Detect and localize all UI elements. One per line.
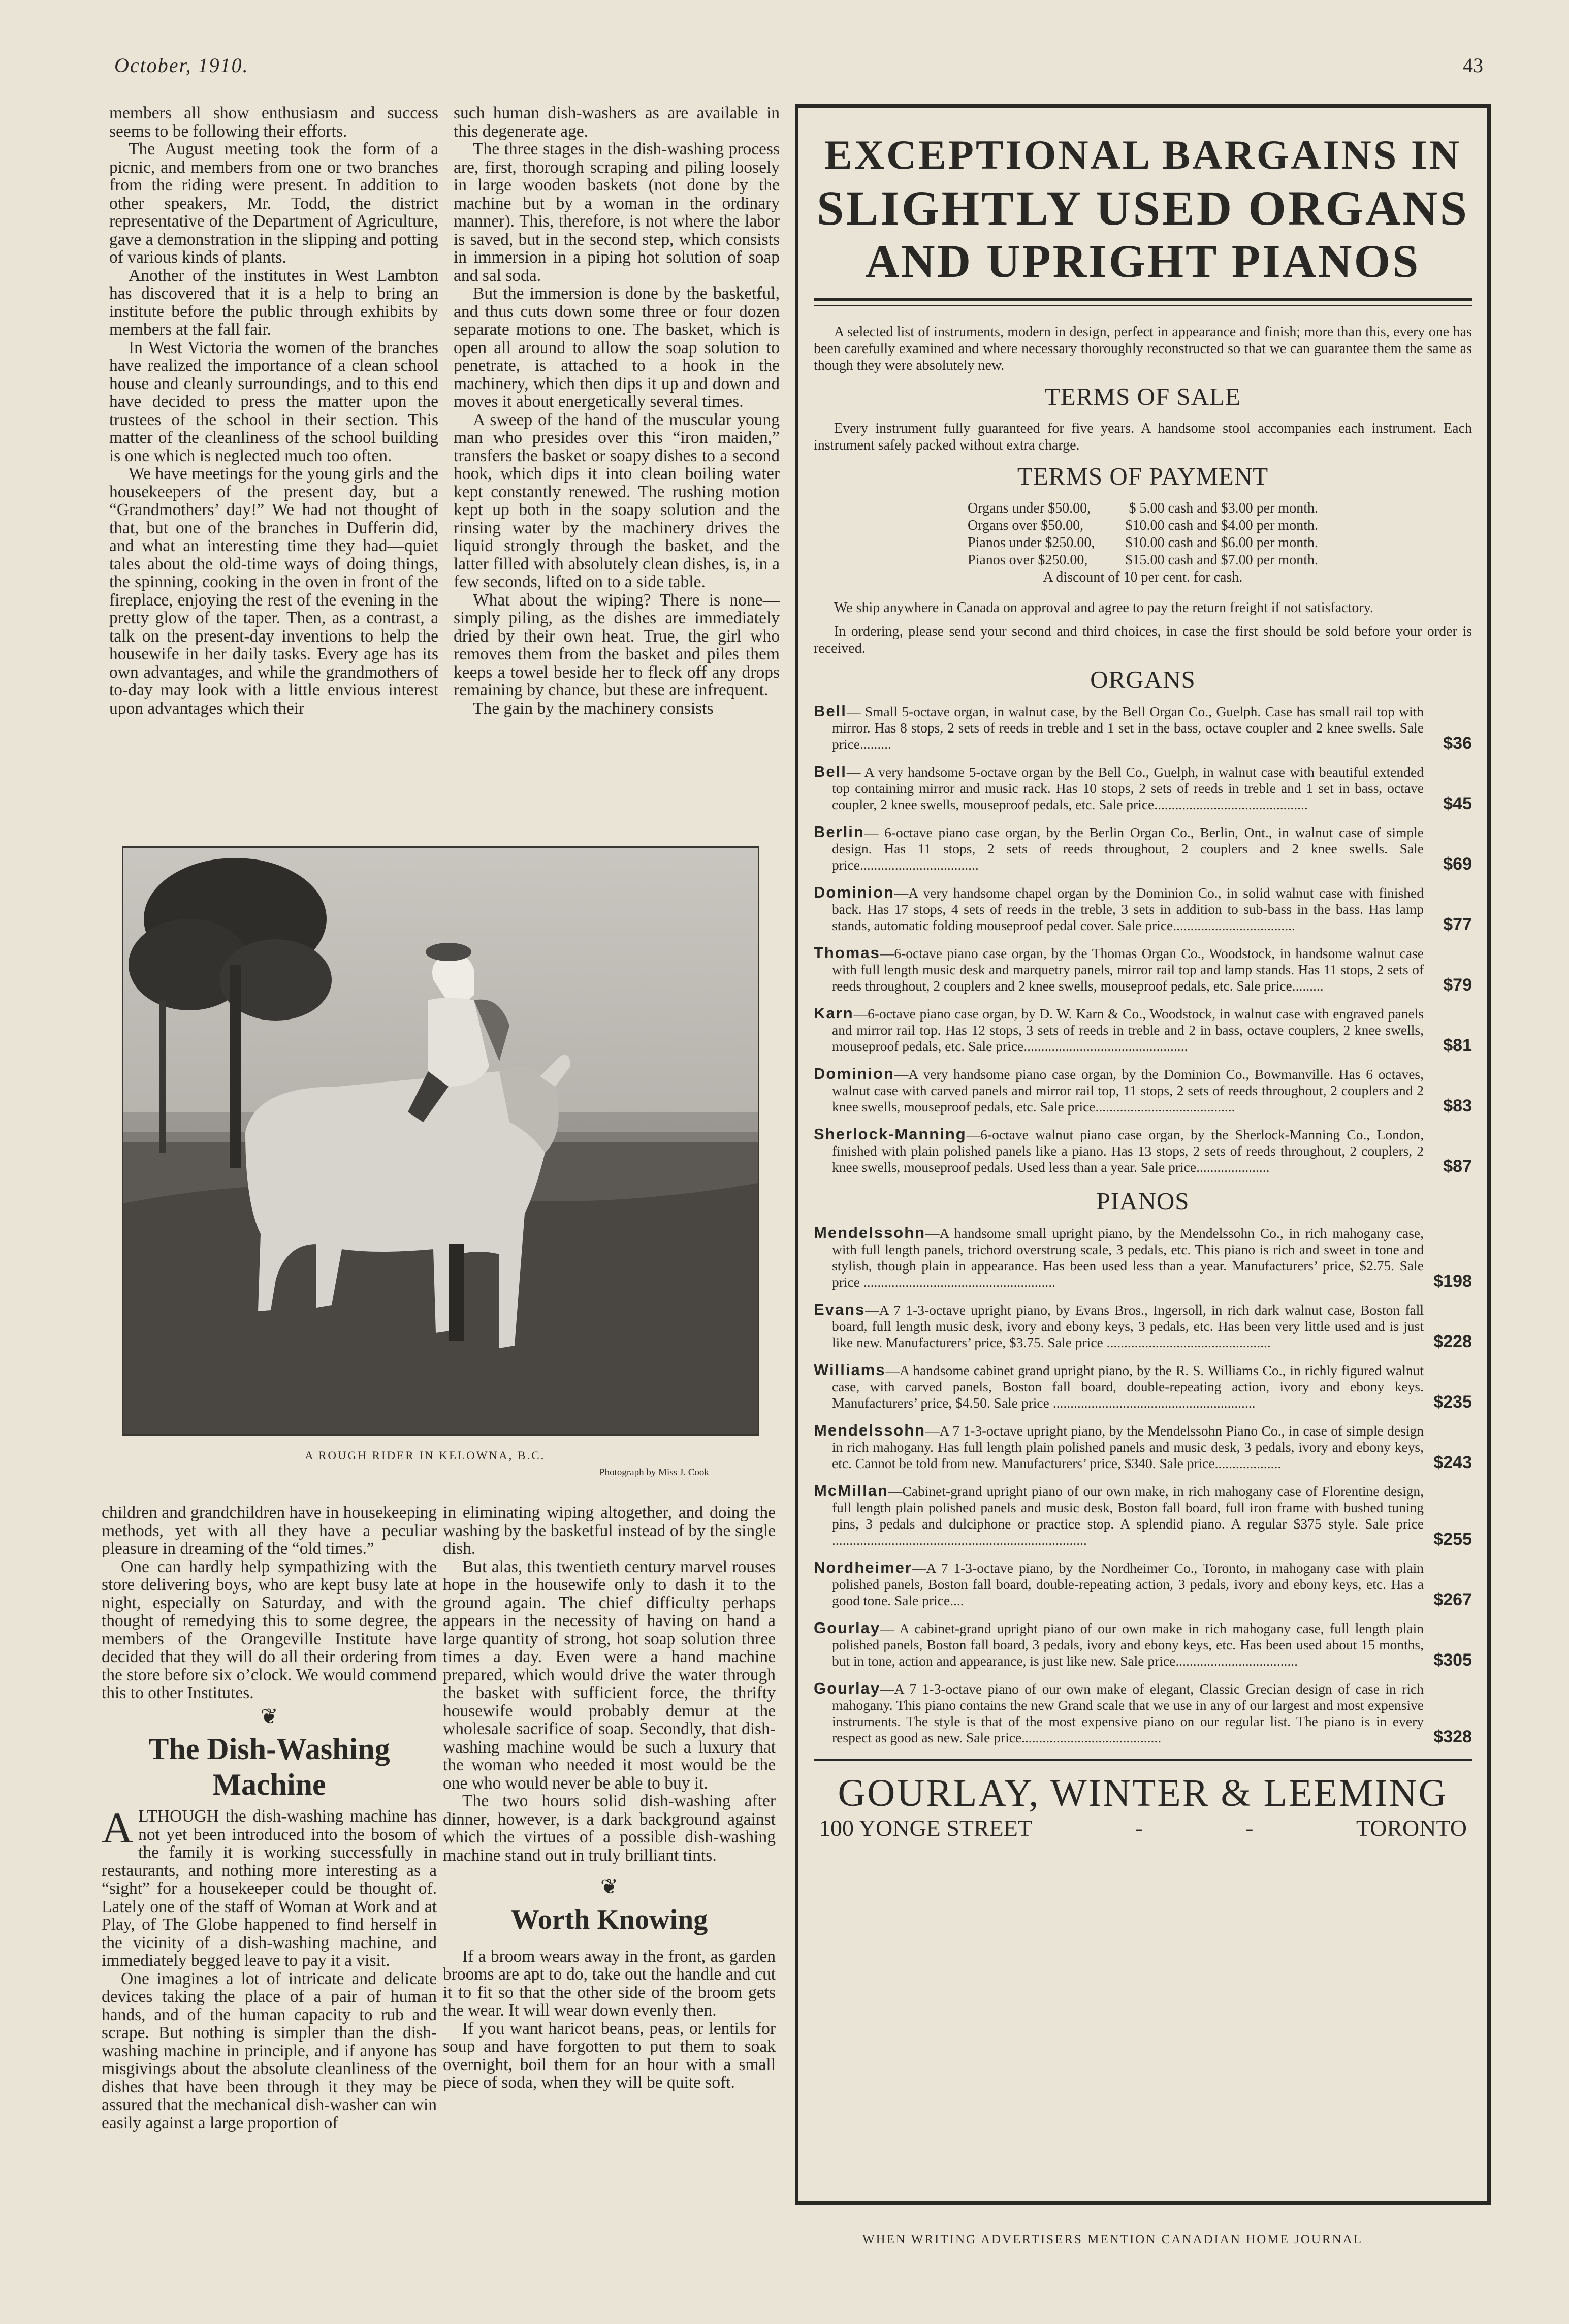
price: $77	[1443, 915, 1472, 934]
leaf-ornament-icon: ❦	[600, 1875, 619, 1899]
address-dash: -	[1135, 1815, 1143, 1841]
list-item: Thomas—6-octave piano case organ, by the Thomas Organ Co., Woodstock, in handsome walnut case with full length music desk and marquetry panels, mirror rail top and lamp stands. Has 11 stops, 2 sets of reeds throughout, 2 couplers and 2 knee swells, mouseproof pedals, etc. Sale price......... $79	[814, 944, 1472, 995]
price: $83	[1443, 1096, 1472, 1116]
list-item: Gourlay— A cabinet-grand upright piano of our own make in rich mahogany case, full length plain polished panels, Boston fall board, 3 pedals, ivory and ebony keys, etc. Has been used about 15 months, but in tone, action and appearance, is just like new. Sale price................................... $305	[814, 1619, 1472, 1670]
list-item: Nordheimer—A 7 1-3-octave piano, by the Nordheimer Co., Toronto, in mahogany case with plain polished panels, Boston fall board, double-repeating action, 3 pedals, ivory and ebony keys, etc. Has a good tone. Sale price.... $267	[814, 1558, 1472, 1609]
firm-name: GOURLAY, WINTER & LEEMING	[838, 1772, 1448, 1814]
payment-terms-list	[968, 500, 1318, 586]
paragraph: If a broom wears away in the front, as garden brooms are apt to do, take out the handle and cut it to fit so that the other side of the broom gets the wear. It will wear down evenly then.	[443, 1947, 776, 2020]
paragraph: children and grandchildren have in housekeeping methods, yet with all they have a peculiar pleasure in dreaming of the “old times.”	[102, 1503, 437, 1558]
ordering-note: In ordering, please send your second and third choices, in case the first should be sold before your order is received.	[814, 624, 1472, 656]
section-title-worth-knowing: Worth Knowing	[510, 1903, 708, 1935]
list-item: Bell— A very handsome 5-octave organ by the Bell Co., Guelph, in walnut case with beautiful extended top containing mirror and music rack. Has 10 stops, 2 sets of reeds in treble and 1 set in bass, octave coupler, 2 knee swells, mouseproof pedals, etc. Sale price............................................ $45	[814, 762, 1472, 813]
price: $69	[1443, 854, 1472, 874]
price: $79	[1443, 975, 1472, 995]
list-item: Williams—A handsome cabinet grand upright piano, by the R. S. Williams Co., in richly figured walnut case, with carved panels, Boston fall board, double-repeating action, ivory and ebony keys. Manufacturers’ price, $4.50. Sale price .......................................................... $235	[814, 1361, 1472, 1412]
paragraph: The August meeting took the form of a picnic, and members from one or two branches from the riding were present. In addition to other speakers, Mr. Todd, the district representative of the Department of Agriculture, gave a demonstration in the slipping and potting of various kinds of plants.	[109, 140, 438, 267]
paragraph: One can hardly help sympathizing with the store delivering boys, who are kept busy late at night, especially on Saturday, and with the thought of remedying this to some degree, the members of the Orangeville Institute have decided that they will do all their ordering from the store before six o’clock. We would commend this to other Institutes.	[102, 1557, 437, 1702]
price: $228	[1433, 1332, 1472, 1351]
paragraph: If you want haricot beans, peas, or lentils for soup and have forgotten to put them to soak overnight, boil them for an hour with a small piece of soda, when they will be quite soft.	[443, 2019, 776, 2092]
paragraph: The three stages in the dish-washing process are, first, thorough scraping and piling loosely in large wooden baskets (not done by the machine but by a woman in the ordinary manner). This, therefore, is not where the labor is saved, but in the second step, which consists in immersion in a piping hot solution of soap and sal soda.	[454, 140, 780, 285]
photograph-rough-rider	[122, 846, 759, 1436]
address-dash: -	[1245, 1815, 1254, 1841]
price: $255	[1433, 1530, 1472, 1549]
price: $45	[1443, 794, 1472, 813]
shipping-note: We ship anywhere in Canada on approval and agree to pay the return freight if not satisfactory.	[834, 600, 1373, 616]
ad-headline-line-1: EXCEPTIONAL BARGAINS IN	[824, 132, 1461, 178]
organ-list	[814, 703, 1472, 1175]
paragraph: members all show enthusiasm and success seems to be following their efforts.	[109, 104, 438, 141]
payment-line: Organs under $50.00, $ 5.00 cash and $3.00 per month.	[968, 500, 1318, 516]
article-column-3	[102, 1504, 437, 2132]
payment-line: Organs over $50.00, $10.00 cash and $4.00 per month.	[968, 518, 1318, 533]
pianos-heading: PIANOS	[1096, 1187, 1190, 1215]
paragraph: A sweep of the hand of the muscular young man who presides over this “iron maiden,” transfers the basket or soapy dishes to a second hook, which dips it into clean boiling water kept constantly renewed. The rushing motion kept up both in the soapy solution and the rinsing water by the machinery drives the liquid strongly through the basket, and the latter filled with absolutely clean dishes, is, in a few seconds, lifted on to a side table.	[454, 410, 780, 591]
paragraph: But the immersion is done by the basketful, and thus cuts down some three or four dozen separate motions to one. The basket, which is open all around to allow the soap solution to penetrate, is attached to a hook in the machinery, which then dips it up and down and moves it about energetically several times.	[454, 284, 780, 411]
list-item: Evans—A 7 1-3-octave upright piano, by Evans Bros., Ingersoll, in rich dark walnut case, Boston fall board, full length music desk, ivory and ebony keys, 3 pedals, etc. Has been very little used and is just like new. Manufacturers’ price, $3.75. Sale price ............................................... $228	[814, 1300, 1472, 1351]
payment-line: Pianos under $250.00, $10.00 cash and $6.00 per month.	[968, 535, 1318, 551]
piano-list	[814, 1225, 1472, 1746]
terms-of-sale-text: Every instrument fully guaranteed for five years. A handsome stool accompanies each instrument. Each instrument safely packed without extra charge.	[814, 421, 1472, 453]
article-column-1	[109, 104, 438, 717]
paragraph-lead: ALTHOUGH the dish-washing machine has not yet been introduced into the bosom of the family it is working successfully in restaurants, and nothing more interesting as a “sight” for a housekeeper could be thought of. Lately one of the staff of Woman at Work and at Play, of The Globe happened to find herself in the vicinity of a dish-washing machine, and immediately begged leave to pay it a visit.	[102, 1803, 437, 1970]
price: $243	[1433, 1453, 1472, 1472]
price: $87	[1443, 1157, 1472, 1176]
paragraph: One imagines a lot of intricate and delicate devices taking the place of a pair of human hands, and of the human capacity to rub and scrape. But nothing is simpler than the dish-washing machine in principle, and if anyone has misgivings about the absolute cleanliness of the dishes that have been through it they may be assured that the mechanical dish-washer can win easily against a large proportion of	[102, 1969, 437, 2132]
street-address: 100 YONGE STREET	[819, 1815, 1032, 1841]
price: $305	[1433, 1650, 1472, 1670]
paragraph: in eliminating wiping altogether, and doing the washing by the basketful instead of by the single dish.	[443, 1503, 776, 1558]
photo-credit: Photograph by Miss J. Cook	[599, 1467, 709, 1478]
article-column-4	[443, 1504, 776, 2092]
paragraph: The two hours solid dish-washing after dinner, however, is a dark background against which the virtues of a possible dish-washing machine stand out in truly brilliant tints.	[443, 1792, 776, 1865]
paragraph: Another of the institutes in West Lambton has discovered that it is a help to bring an institute before the public through exhibits by members at the fall fair.	[109, 266, 438, 339]
list-item: Karn—6-octave piano case organ, by D. W. Karn & Co., Woodstock, in walnut case with engraved panels and mirror rail top. Has 12 stops, 3 sets of reeds in treble and 2 in bass, octave couplers, 2 knee swells, mouseproof pedals, etc. Sale price............................................... $81	[814, 1004, 1472, 1055]
paragraph: What about the wiping? There is none—simply piling, as the dishes are immediately dried by their own heat. True, the girl who removes them from the basket and piles them keeps a towel beside her to fleck off any drops remaining by chance, but these are infrequent.	[454, 590, 780, 699]
price: $198	[1433, 1271, 1472, 1291]
organs-heading: ORGANS	[1090, 665, 1196, 693]
list-item: McMillan—Cabinet-grand upright piano of our own make, in rich mahogany case of Florentine design, full length plain polished panels and music desk, Boston fall board, full iron frame with bushed tuning pins, 3 pedals and dulciphone or practice stop. A splendid piano. A regular $375 style. Sale price ......................................................................... $255	[814, 1482, 1472, 1549]
page-footer: WHEN WRITING ADVERTISERS MENTION CANADIAN HOME JOURNAL	[862, 2233, 1363, 2246]
advertisement-box	[795, 104, 1491, 2205]
list-item: Mendelssohn—A 7 1-3-octave upright piano, by the Mendelssohn Piano Co., in case of simple design in rich mahogany. Has full length plain polished panels and music desk, 3 pedals, ivory and ebony keys, etc. Cannot be told from new. Manufacturers’ price, $340. Sale price................... $243	[814, 1421, 1472, 1472]
leaf-ornament-icon: ❦	[260, 1705, 278, 1729]
section-title-dish-washing: The Dish-Washing Machine	[148, 1732, 390, 1801]
paragraph: The gain by the machinery consists	[473, 698, 714, 718]
payment-line: Pianos over $250.00, $15.00 cash and $7.00 per month.	[968, 552, 1318, 568]
paragraph: In West Victoria the women of the branches have realized the importance of a clean school house and cleanly surroundings, and to this end have decided to press the matter upon the trustees of the school in their section. This matter of the cleanliness of the school building is one which is neglected much too often.	[109, 338, 438, 465]
list-item: Dominion—A very handsome piano case organ, by the Dominion Co., Bowmanville. Has 6 octaves, walnut case with carved panels and mirror rail top, 11 stops, 2 sets of reeds throughout, 2 couplers and 2 knee swells, mouseproof pedals, etc. Sale price........................................ $83	[814, 1065, 1472, 1116]
article-column-2	[454, 104, 780, 717]
price: $36	[1443, 734, 1472, 753]
price: $328	[1433, 1727, 1472, 1746]
price: $235	[1433, 1392, 1472, 1412]
price: $81	[1443, 1036, 1472, 1055]
photo-caption: A ROUGH RIDER IN KELOWNA, B.C.	[305, 1449, 546, 1462]
drop-cap: A	[102, 1803, 134, 1852]
ad-headline-line-2: SLIGHTLY USED ORGANS	[817, 181, 1469, 235]
paragraph: We have meetings for the young girls and the housekeepers of the present day, but a “Grandmothers’ day!” We had not thought of that, but one of the branches in Dufferin did, and what an interesting time they had—quiet tales about the old-time ways of doing things, the spinning, cooking in the oven in front of the fireplace, enjoying the rest of the evening in the pretty glow of the taper. Then, as a contrast, a talk on the present-day inventions to help the housewife in her daily tasks. Every age has its own advantages, and while the grandmothers of to-day may look with a little envious interest upon advantages which their	[109, 464, 438, 718]
double-rule	[814, 298, 1472, 306]
firm-address	[814, 1814, 1472, 1841]
ad-headline-line-3: AND UPRIGHT PIANOS	[865, 235, 1421, 287]
terms-of-payment-heading: TERMS OF PAYMENT	[1017, 462, 1269, 490]
ad-intro: A selected list of instruments, modern in design, perfect in appearance and finish; more than this, every one has been carefully examined and where necessary thoroughly reconstructed so that we can guarantee them the same as though they were absolutely new.	[814, 324, 1472, 373]
list-item: Bell— Small 5-octave organ, in walnut case, by the Bell Organ Co., Guelph. Case has small rail top with mirror. Has 8 stops, 2 sets of reeds in treble and 1 set in the bass, octave coupler and 2 knee swells. Sale price......... $36	[814, 702, 1472, 753]
list-item: Dominion—A very handsome chapel organ by the Dominion Co., in solid walnut case with finished back. Has 17 stops, 4 sets of reeds in the treble, 3 sets in addition to sub-bass in the bass. Has lamp stands, automatic folding mouseproof pedal cover. Sale price................................... $77	[814, 883, 1472, 934]
cash-discount: A discount of 10 per cent. for cash.	[1043, 569, 1243, 585]
list-item: Mendelssohn—A handsome small upright piano, by the Mendelssohn Co., in rich mahogany case, with full length panels, trichord overstrung scale, 3 pedals, etc. This piano is rich and sweet in tone and stylish, though plain in appearance. Has been used less than a year. Manufacturers’ price, $2.75. Sale price ....................................................... $198	[814, 1224, 1472, 1291]
page-number: 43	[1463, 54, 1483, 77]
terms-of-sale-heading: TERMS OF SALE	[1044, 383, 1241, 410]
issue-date: October, 1910.	[114, 54, 249, 77]
city: TORONTO	[1356, 1815, 1467, 1841]
photo-illustration	[123, 848, 758, 1434]
list-item: Gourlay—A 7 1-3-octave piano of our own make of elegant, Classic Grecian design of case in rich mahogany. This piano contains the new Grand scale that we use in any of our largest and most expensive instruments. The style is that of the most expensive piano on our regular list. The piano is in every respect as good as new. Sale price........................................ $328	[814, 1679, 1472, 1746]
paragraph: But alas, this twentieth century marvel rouses hope in the housewife only to dash it to the ground again. The chief difficulty perhaps appears in the necessity of having on hand a large quantity of strong, hot soap solution three times a day. Even were a hand machine prepared, which would drive the water through the basket with sufficient force, the thrifty housewife would probably demur at the wholesale sacrifice of soap. Secondly, that dish-washing machine would be such a luxury that the woman who needed it most would be the one who would never be able to buy it.	[443, 1557, 776, 1793]
list-item: Berlin— 6-octave piano case organ, by the Berlin Organ Co., Berlin, Ont., in walnut case of simple design. Has 11 stops, 2 sets of reeds throughout, 2 couplers and 2 knee swells. Sale price.................................. $69	[814, 823, 1472, 874]
divider	[814, 1759, 1472, 1761]
list-item: Sherlock-Manning—6-octave walnut piano case organ, by the Sherlock-Manning Co., London, finished with plain polished panels like a piano. Has 13 stops, 2 sets of reeds throughout, 2 couplers, 2 knee swells, mouseproof pedals. Used less than a year. Sale price..................... $87	[814, 1125, 1472, 1176]
paragraph: such human dish-washers as are available in this degenerate age.	[454, 104, 780, 141]
price: $267	[1433, 1590, 1472, 1609]
